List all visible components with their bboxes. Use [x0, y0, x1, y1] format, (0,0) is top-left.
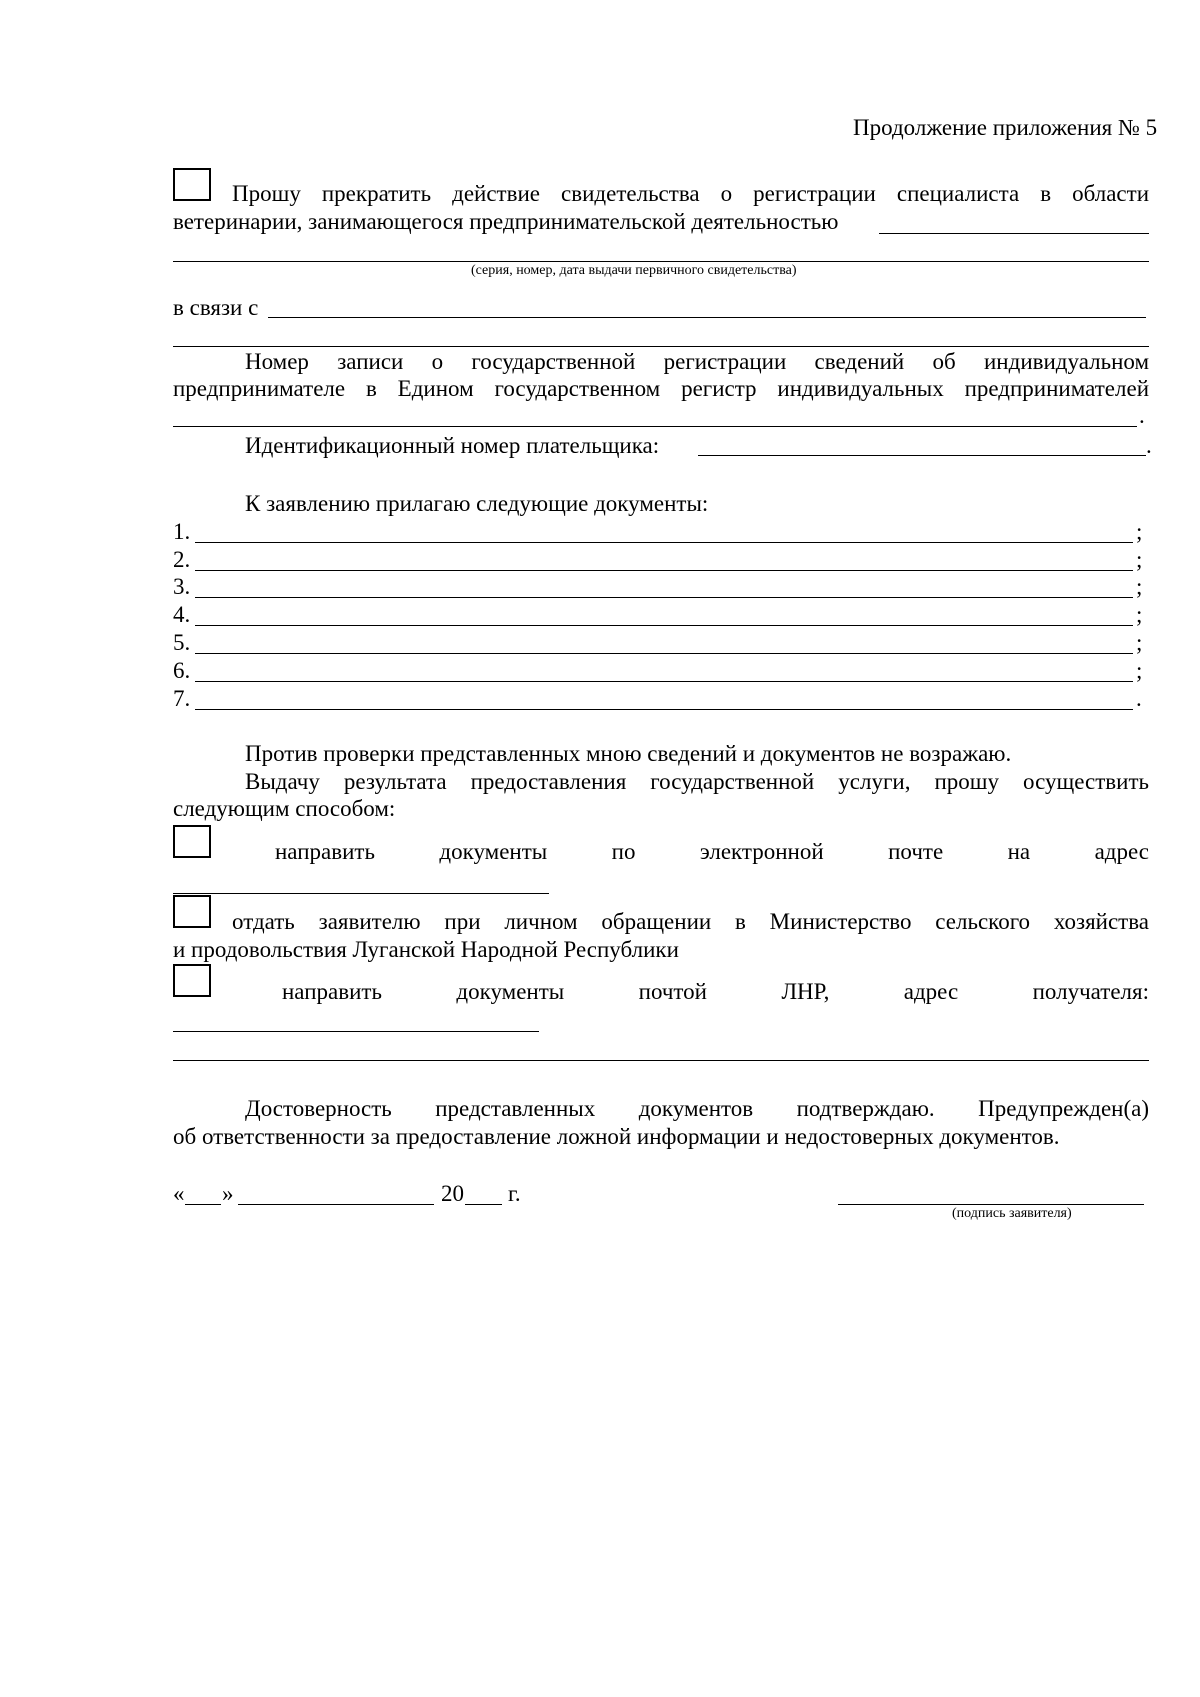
attachment-number: 2. — [173, 547, 191, 572]
attachment-end: ; — [1136, 630, 1143, 655]
date-month-field[interactable] — [238, 1204, 434, 1205]
attachment-field[interactable] — [195, 681, 1133, 682]
attachment-field[interactable] — [195, 653, 1133, 654]
request-line-1: Прошу прекратить действие свидетельства о регистрации специалиста в области — [232, 181, 1149, 206]
terminate-checkbox[interactable] — [173, 168, 211, 201]
recipient-address-field-continued[interactable] — [173, 1060, 1149, 1061]
appendix-header: Продолжение приложения № 5 — [853, 115, 1158, 140]
record-line-2: предпринимателе в Едином государственном регистр индивидуальных предпринимателей — [173, 376, 1149, 401]
email-option-word: адрес — [1094, 839, 1149, 864]
attachment-end: ; — [1136, 658, 1143, 683]
record-end: . — [1139, 403, 1145, 428]
attachment-number: 4. — [173, 602, 191, 627]
date-year-prefix: 20 — [441, 1181, 464, 1206]
taxpayer-label: Идентификационный номер плательщика: — [245, 433, 660, 458]
post-option-checkbox[interactable] — [173, 964, 211, 997]
date-open-quote: « — [173, 1181, 185, 1206]
date-year-suffix: г. — [508, 1181, 521, 1206]
certificate-field[interactable] — [879, 233, 1149, 234]
taxpayer-end: . — [1146, 433, 1152, 458]
signature-caption: (подпись заявителя) — [952, 1206, 1072, 1221]
personal-pickup-checkbox[interactable] — [173, 895, 211, 928]
signature-field[interactable] — [838, 1204, 1144, 1205]
email-option-checkbox[interactable] — [173, 825, 211, 858]
email-option-word: электронной — [699, 839, 824, 864]
attachment-number: 1. — [173, 519, 191, 544]
personal-option-line-2: и продовольствия Луганской Народной Республики — [173, 937, 679, 962]
attachment-number: 5. — [173, 630, 191, 655]
attachment-number: 6. — [173, 658, 191, 683]
email-address-field[interactable] — [173, 893, 549, 894]
attachment-field[interactable] — [195, 542, 1133, 543]
attachment-field[interactable] — [195, 570, 1133, 571]
post-option-word: документы — [456, 979, 565, 1004]
request-line-2: ветеринарии, занимающегося предпринимательской деятельностью — [173, 209, 839, 234]
email-option-word: направить — [275, 839, 375, 864]
post-option-word: получателя: — [1032, 979, 1149, 1004]
taxpayer-field[interactable] — [698, 455, 1146, 456]
date-year-field[interactable] — [465, 1204, 502, 1205]
delivery-line-2: следующим способом: — [173, 796, 396, 821]
attachment-end: ; — [1136, 519, 1143, 544]
post-option-word: почтой — [638, 979, 707, 1004]
attachment-end: . — [1136, 686, 1142, 711]
reason-field[interactable] — [268, 317, 1146, 318]
delivery-line-1: Выдачу результата предоставления государственной услуги, прошу осуществить — [245, 769, 1149, 794]
post-option-text — [282, 978, 1149, 1006]
attachment-field[interactable] — [195, 709, 1133, 710]
reason-label: в связи с — [173, 295, 259, 320]
record-number-field[interactable] — [173, 426, 1137, 427]
email-option-word: на — [1007, 839, 1031, 864]
post-option-word: направить — [282, 979, 382, 1004]
attachments-intro: К заявлению прилагаю следующие документы: — [245, 491, 709, 516]
certificate-field-continued[interactable] — [173, 261, 1149, 262]
email-option-word: документы — [439, 839, 548, 864]
certificate-caption: (серия, номер, дата выдачи первичного свидетельства) — [471, 263, 797, 278]
email-option-word: почте — [888, 839, 944, 864]
attachment-field[interactable] — [195, 625, 1133, 626]
post-option-word: ЛНР, — [781, 979, 830, 1004]
attachment-end: ; — [1136, 602, 1143, 627]
personal-option-line-1: отдать заявителю при личном обращении в Министерство сельского хозяйства — [232, 909, 1149, 934]
attachment-end: ; — [1136, 574, 1143, 599]
no-objection-text: Против проверки представленных мною сведений и документов не возражаю. — [245, 741, 1012, 766]
confirm-line-2: об ответственности за предоставление ложной информации и недостоверных документов. — [173, 1124, 1060, 1149]
post-option-word: адрес — [903, 979, 959, 1004]
attachment-end: ; — [1136, 547, 1143, 572]
record-line-1: Номер записи о государственной регистрации сведений об индивидуальном — [245, 349, 1149, 374]
recipient-address-field[interactable] — [173, 1031, 539, 1032]
confirm-line-1: Достоверность представленных документов подтверждаю. Предупрежден(а) — [245, 1096, 1149, 1121]
attachment-field[interactable] — [195, 597, 1133, 598]
email-option-word: по — [611, 839, 636, 864]
email-option-text — [275, 838, 1149, 866]
attachment-number: 3. — [173, 574, 191, 599]
attachment-number: 7. — [173, 686, 191, 711]
reason-field-continued[interactable] — [173, 346, 1149, 347]
date-day-field[interactable] — [185, 1204, 221, 1205]
date-close-quote: » — [222, 1181, 234, 1206]
